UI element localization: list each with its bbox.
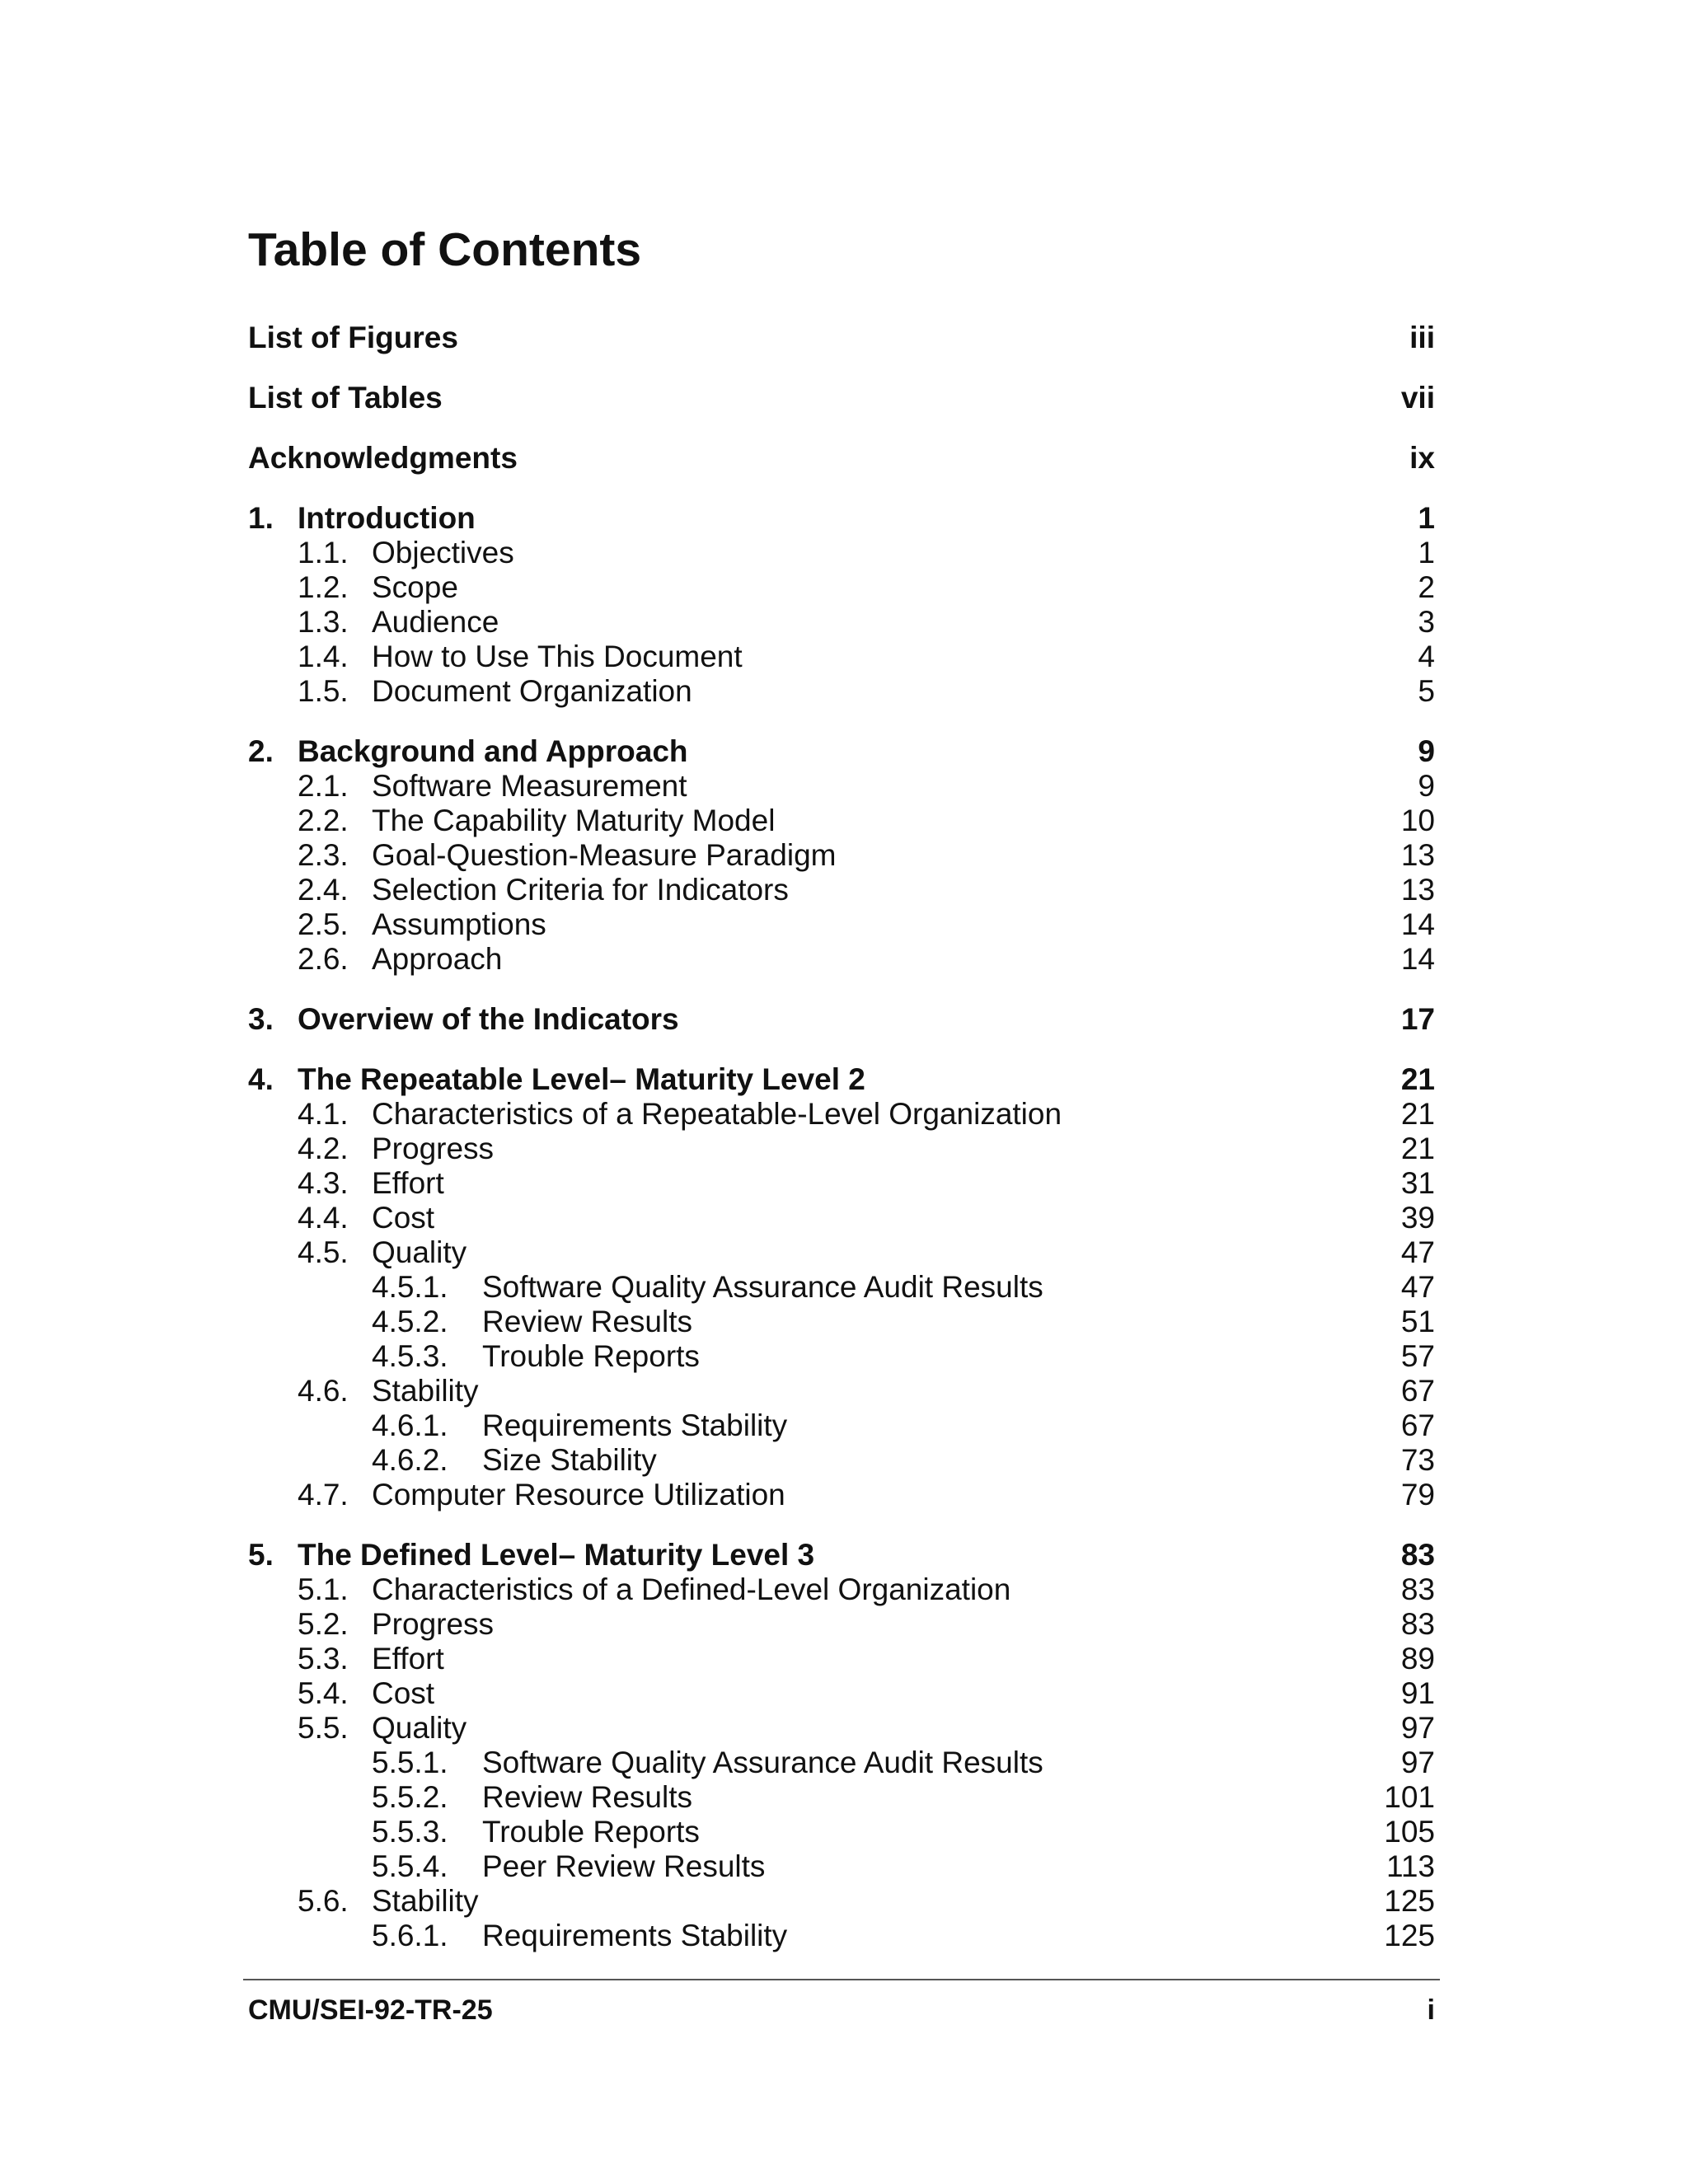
toc-entry-page: 31: [1400, 1166, 1435, 1200]
toc-entry-number: 4.6.2.: [372, 1443, 448, 1477]
toc-entry-label: Review Results: [482, 1305, 692, 1338]
toc-entry-number: 1.4.: [298, 640, 349, 673]
toc-entry-number: 2.6.: [298, 942, 349, 976]
toc-entry-page: 91: [1400, 1676, 1435, 1710]
toc-entry-page: 21: [1400, 1062, 1435, 1096]
toc-entry-label: Software Quality Assurance Audit Results: [482, 1270, 1043, 1304]
toc-entry-page: 113: [1386, 1849, 1435, 1883]
toc-entry-number: 4.6.1.: [372, 1408, 448, 1442]
toc-entry-label: Effort: [372, 1642, 444, 1675]
toc-entry-page: 125: [1384, 1884, 1435, 1918]
toc-entry-label: Peer Review Results: [482, 1849, 766, 1883]
toc-entry-page: 47: [1400, 1235, 1435, 1269]
toc-entry-label: The Repeatable Level– Maturity Level 2: [298, 1062, 865, 1096]
toc-entry-page: 125: [1384, 1919, 1435, 1952]
toc-entry[interactable]: [248, 1746, 1435, 1780]
toc-entry-label: The Capability Maturity Model: [372, 804, 776, 837]
toc-entry[interactable]: [248, 1305, 1435, 1339]
toc-entry-label: Introduction: [298, 501, 476, 535]
toc-entry[interactable]: [248, 804, 1435, 838]
toc-entry[interactable]: [248, 1572, 1435, 1607]
toc-entry[interactable]: [248, 769, 1435, 804]
toc-entry[interactable]: [248, 674, 1435, 709]
toc-entry-number: 5.5.1.: [372, 1746, 448, 1779]
toc-entry[interactable]: [248, 1676, 1435, 1711]
toc-entry-label: How to Use This Document: [372, 640, 743, 673]
toc-entry-page: 39: [1400, 1201, 1435, 1235]
toc-entry-label: Assumptions: [372, 907, 546, 941]
toc-entry[interactable]: [248, 1478, 1435, 1512]
toc-entry-label: Review Results: [482, 1780, 692, 1814]
toc-entry-number: 4.7.: [298, 1478, 349, 1511]
toc-entry-number: 4.1.: [298, 1097, 349, 1131]
toc-entry-number: 2.1.: [298, 769, 349, 803]
toc-entry-label: Approach: [372, 942, 503, 976]
toc-entry-page: 14: [1400, 907, 1435, 941]
toc-entry[interactable]: [248, 1270, 1435, 1305]
toc-entry[interactable]: [248, 536, 1435, 570]
toc-entry-page: 2: [1418, 570, 1435, 604]
toc-entry-label: Characteristics of a Defined-Level Organization: [372, 1572, 1011, 1606]
toc-entry-number: 2.4.: [298, 873, 349, 907]
toc-entry-page: 10: [1400, 804, 1435, 837]
toc-entry-number: 5.3.: [298, 1642, 349, 1675]
toc-entry-page: 5: [1418, 674, 1435, 708]
toc-entry-page: 83: [1400, 1538, 1435, 1572]
toc-entry[interactable]: [248, 838, 1435, 873]
toc-entry-number: 2.: [248, 734, 274, 768]
toc-entry-page: 73: [1400, 1443, 1435, 1477]
toc-entry-number: 2.2.: [298, 804, 349, 837]
toc-entry[interactable]: [248, 1815, 1435, 1849]
toc-entry[interactable]: [248, 1607, 1435, 1642]
footer-page-number: i: [1427, 1994, 1435, 2026]
toc-entry-page: 21: [1400, 1097, 1435, 1131]
toc-entry-label: Quality: [372, 1711, 467, 1745]
toc-entry-number: 4.4.: [298, 1201, 349, 1235]
toc-entry[interactable]: [248, 1132, 1435, 1166]
toc-entry-number: 1.3.: [298, 605, 349, 639]
toc-entry-label: Requirements Stability: [482, 1408, 788, 1442]
toc-entry[interactable]: [248, 1849, 1435, 1884]
toc-entry[interactable]: [248, 1919, 1435, 1953]
toc-entry-label: Progress: [372, 1132, 495, 1165]
toc-entry-number: 1.2.: [298, 570, 349, 604]
toc-entry[interactable]: [248, 1538, 1435, 1572]
toc-entry[interactable]: [248, 441, 1435, 476]
toc-entry[interactable]: [248, 1780, 1435, 1815]
toc-entry-page: 101: [1384, 1780, 1435, 1814]
toc-entry-number: 5.6.: [298, 1884, 349, 1918]
toc-entry-page: 83: [1400, 1572, 1435, 1606]
toc-entry-number: 5.: [248, 1538, 274, 1572]
toc-entry[interactable]: [248, 907, 1435, 942]
toc-entry-number: 5.6.1.: [372, 1919, 448, 1952]
toc-entry-label: Background and Approach: [298, 734, 688, 768]
toc-entry[interactable]: [248, 734, 1435, 769]
toc-entry-label: Scope: [372, 570, 458, 604]
toc-entry-label: List of Figures: [248, 321, 458, 354]
toc-entry-label: Requirements Stability: [482, 1919, 788, 1952]
toc-entry-number: 4.2.: [298, 1132, 349, 1165]
toc-entry-label: Objectives: [372, 536, 514, 569]
toc-entry-page: ix: [1409, 441, 1435, 475]
toc-entry-page: 97: [1400, 1711, 1435, 1745]
toc-entry[interactable]: [248, 501, 1435, 536]
toc-entry[interactable]: [248, 1642, 1435, 1676]
toc-entry[interactable]: [248, 1374, 1435, 1408]
toc-entry-label: Progress: [372, 1607, 495, 1641]
toc-entry-page: iii: [1409, 321, 1435, 354]
toc-entry[interactable]: [248, 321, 1435, 355]
toc-entry-number: 5.5.4.: [372, 1849, 448, 1883]
toc-entry-number: 4.3.: [298, 1166, 349, 1200]
toc-entry-page: 57: [1400, 1339, 1435, 1373]
toc-entry-page: 47: [1400, 1270, 1435, 1304]
toc-entry-page: 9: [1418, 769, 1435, 803]
toc-entry-number: 1.5.: [298, 674, 349, 708]
toc-entry-page: 21: [1400, 1132, 1435, 1165]
toc-entry-number: 5.2.: [298, 1607, 349, 1641]
toc-entry-number: 2.3.: [298, 838, 349, 872]
toc-entry-number: 1.1.: [298, 536, 349, 569]
footer-report-id: CMU/SEI-92-TR-25: [248, 1994, 493, 2026]
toc-entry-number: 4.5.3.: [372, 1339, 448, 1373]
toc-entry-page: 105: [1384, 1815, 1435, 1849]
toc-entry[interactable]: [248, 570, 1435, 605]
toc-entry-page: 97: [1400, 1746, 1435, 1779]
toc-entry-page: 9: [1418, 734, 1435, 768]
toc-entry-page: 51: [1400, 1305, 1435, 1338]
toc-entry[interactable]: [248, 1884, 1435, 1919]
toc-entry-label: Quality: [372, 1235, 467, 1269]
toc-entry-label: Cost: [372, 1201, 435, 1235]
toc-entry-label: Overview of the Indicators: [298, 1002, 679, 1036]
toc-entry-number: 5.5.2.: [372, 1780, 448, 1814]
toc-entry-number: 4.5.: [298, 1235, 349, 1269]
toc-entry-number: 4.: [248, 1062, 274, 1096]
toc-entry[interactable]: [248, 1201, 1435, 1235]
toc-entry-page: vii: [1400, 381, 1435, 415]
toc-entry[interactable]: [248, 1097, 1435, 1132]
toc-entry-label: Size Stability: [482, 1443, 657, 1477]
toc-entry-page: 67: [1400, 1408, 1435, 1442]
toc-entry[interactable]: [248, 640, 1435, 674]
toc-entry[interactable]: [248, 1235, 1435, 1270]
toc-entry[interactable]: [248, 1408, 1435, 1443]
toc-entry-page: 4: [1418, 640, 1435, 673]
toc-entry-page: 67: [1400, 1374, 1435, 1408]
toc-entry-number: 4.6.: [298, 1374, 349, 1408]
toc-entry-label: Trouble Reports: [482, 1339, 700, 1373]
toc-entry-page: 13: [1400, 838, 1435, 872]
toc-entry-page: 89: [1400, 1642, 1435, 1675]
toc-entry-number: 4.5.1.: [372, 1270, 448, 1304]
toc-entry-page: 1: [1418, 536, 1435, 569]
toc-entry[interactable]: [248, 1443, 1435, 1478]
toc-entry-number: 5.1.: [298, 1572, 349, 1606]
toc-entry-label: Trouble Reports: [482, 1815, 700, 1849]
toc-entry-page: 79: [1400, 1478, 1435, 1511]
toc-entry-label: Audience: [372, 605, 499, 639]
toc-entry-number: 2.5.: [298, 907, 349, 941]
toc-entry-label: Selection Criteria for Indicators: [372, 873, 789, 907]
toc-entry-page: 13: [1400, 873, 1435, 907]
toc-entry-label: Acknowledgments: [248, 441, 518, 475]
toc-entry-label: Cost: [372, 1676, 435, 1710]
toc-entry[interactable]: [248, 1711, 1435, 1746]
toc-entry-label: The Defined Level– Maturity Level 3: [298, 1538, 815, 1572]
table-of-contents: [248, 321, 1435, 1953]
toc-entry[interactable]: [248, 381, 1435, 415]
toc-entry-page: 17: [1400, 1002, 1435, 1036]
toc-entry-page: 14: [1400, 942, 1435, 976]
toc-entry[interactable]: [248, 1166, 1435, 1201]
toc-entry-number: 5.5.: [298, 1711, 349, 1745]
page-title: Table of Contents: [248, 223, 642, 276]
toc-entry-label: Stability: [372, 1374, 479, 1408]
toc-entry-number: 1.: [248, 501, 274, 535]
toc-entry-label: List of Tables: [248, 381, 443, 415]
toc-entry[interactable]: [248, 942, 1435, 977]
toc-entry[interactable]: [248, 873, 1435, 907]
toc-entry-label: Document Organization: [372, 674, 692, 708]
toc-entry-label: Software Measurement: [372, 769, 687, 803]
toc-entry-label: Effort: [372, 1166, 444, 1200]
toc-entry-label: Computer Resource Utilization: [372, 1478, 785, 1511]
toc-entry-label: Stability: [372, 1884, 479, 1918]
toc-entry-number: 5.5.3.: [372, 1815, 448, 1849]
toc-entry-page: 1: [1418, 501, 1435, 535]
toc-entry[interactable]: [248, 1002, 1435, 1037]
footer-divider: [243, 1979, 1440, 1980]
toc-entry-label: Software Quality Assurance Audit Results: [482, 1746, 1043, 1779]
toc-entry-number: 5.4.: [298, 1676, 349, 1710]
toc-entry[interactable]: [248, 605, 1435, 640]
toc-entry[interactable]: [248, 1339, 1435, 1374]
toc-entry-page: 83: [1400, 1607, 1435, 1641]
toc-entry-number: 4.5.2.: [372, 1305, 448, 1338]
toc-entry-label: Goal-Question-Measure Paradigm: [372, 838, 837, 872]
toc-entry[interactable]: [248, 1062, 1435, 1097]
toc-entry-number: 3.: [248, 1002, 274, 1036]
toc-entry-label: Characteristics of a Repeatable-Level Organization: [372, 1097, 1062, 1131]
toc-entry-page: 3: [1418, 605, 1435, 639]
